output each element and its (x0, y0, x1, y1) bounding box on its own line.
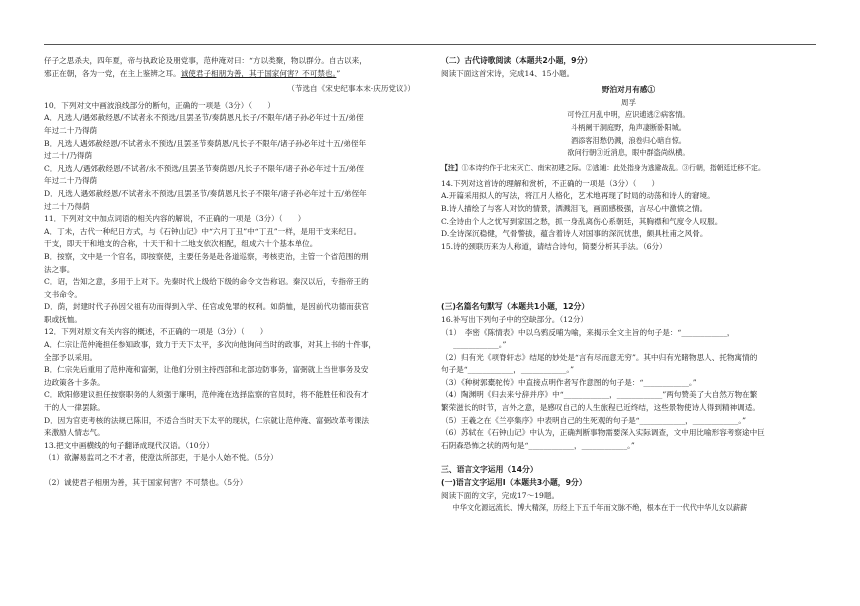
note-text: ①本诗约作于北宋灭亡、南宋初建之际。②逃逋：此处指身为逃避战乱。③行朝，指朝廷迁移不定。 (461, 163, 765, 172)
option-b: B．仁宗先后重用了范仲淹和富弼，让他们分别主持西部和北部边防事务，富弼就上当世事务及安 (44, 365, 369, 375)
q16-item-3: （3）《种树郭橐驼传》中直接点明作者写作意图的句子是：“____________。” (441, 377, 697, 387)
option-b-cont: 过二十/乃得荫 (44, 151, 93, 161)
q16-item-1: （1） 李密《陈情表》中以乌鸦反哺为喻，来揭示全文主旨的句子是：“____________， (441, 327, 735, 337)
option-d: D.全诗深沉稳健，气骨警拔，蕴含着诗人对国事的深沉忧患，颇具杜甫之风骨。 (441, 229, 708, 239)
option-d: D．因为官吏考核的法规已陈旧，不适合当时天下太平的现状，仁宗就让范仲淹、富弼改革考课法 (44, 415, 370, 425)
q16-item-1-cont: ____________。” (453, 340, 507, 350)
option-c: C．诏，告知之意，多用于上对下。先秦时代上级给下级的命令文告称诏。秦汉以后，专指帝王的 (44, 277, 369, 287)
option-c: C.全诗由个人之忧写到家国之愁，抓一身乱离伤心系朝廷，其胸襟和气度令人叹服。 (441, 216, 723, 226)
option-d-cont: 来激励人情志气。 (44, 428, 105, 438)
option-a-cont: 年过二十乃得荫 (44, 125, 98, 135)
q16-item-5: （5）王羲之在《兰亭集序》中表明自己的生死观的句子是“____________，____________。” (441, 415, 746, 425)
poem-title: 野泊对月有感① (601, 85, 656, 95)
question-16: 16.补写出下列句子中的空缺部分。（12分） (441, 314, 589, 324)
option-a: A.开篇采用拟人的写法，将江月人格化，艺术地再现了时局的动荡和诗人的窘境。 (441, 191, 715, 201)
q16-item-4: （4）陶渊明《归去来兮辞并序》中“____________，____________”两句赞美了大自然万物在繁 (441, 390, 758, 400)
option-a: A．丁未，古代一种纪日方式，与《石钟山记》中“六月丁丑”中“丁丑”一样，是用干支来纪日。 (44, 226, 362, 236)
question-11: 11．下列对文中加点词语的相关内容的解说，不正确的一项是（3分）（ ） (44, 214, 306, 224)
option-c-cont: 干的人一律罢除。 (44, 403, 105, 413)
option-a-cont: 干支，即天干和地支的合称，十天干和十二地支依次相配，组成六十个基本单位。 (44, 239, 318, 249)
section-gap (441, 452, 816, 464)
option-a-cont: 全部予以采用。 (44, 352, 98, 362)
option-b: B.诗人描绘了与客人对饮的情景，洒溅泪飞，画面感极强，言尽心中激愤之情。 (441, 203, 708, 213)
poem-line: 斗柄阑干洞庭野，角声凄断卧阳城。 (570, 122, 686, 132)
option-d: D．凡选人遇郊赦经恩/不试者永不预选/且罢圣节/奏荫恩凡长子不限年/诸子孙必年过十五/弟侄年 (44, 188, 367, 198)
option-c-cont: 文书命令。 (44, 289, 82, 299)
q16-item-6: （6）苏轼在《石钟山记》中认为，正确判断事物需要深入实际调查，文中用比喻形容考察途中巨 (441, 428, 765, 438)
answer-space (44, 465, 427, 477)
q16-item-4-cont: 繁荣滋长的时节，言外之意，是感叹自己的人生旅程已近终结，这些景物使诗人得到精神调适。 (441, 403, 760, 413)
question-13-part1: （1）欲澥易监司之不才者，使澄汰所部吏，于是小人始不悦。（5分） (44, 453, 278, 463)
option-a: A．凡选人/遇郊赦经恩/不试者永不预选/且罢圣节/奏荫恩凡长子/不限年/诸子孙必年过十五/弟侄 (44, 113, 364, 123)
q16-item-2: （2）归有光《项脊轩志》结尾的妙处是“言有尽而意无穷”。其中归有光睹物思人、托物寓情的 (441, 352, 758, 362)
section-intro: 阅读下面的文字，完成17～19题。 (441, 490, 560, 500)
section-heading-dictation: (三)名篇名句默写（本题共1小题，12分） (441, 302, 590, 312)
source-citation: （节选自《宋史纪事本末·庆历党议》） (287, 84, 415, 94)
intro-end: ” (336, 68, 341, 78)
top-rule (44, 44, 816, 45)
q16-item-6-cont: 石阴森恐怖之状的两句是“____________，____________。” (441, 440, 635, 450)
intro-line: 仔子之思杀夫，四年夏，帝与执政论及朋党事，范仲淹对曰：“方以类聚，物以群分。自古以来， (44, 56, 367, 65)
subsection-heading: (一)语言文字运用Ⅰ（本题共3小题，9分） (441, 478, 587, 488)
reading-passage: 中华文化源远流长、博大精深，历经上下五千年而文脉不绝，根本在于一代代中华儿女以薪薪 (452, 503, 748, 513)
question-13: 13.把文中画横线的句子翻译成现代汉语。（10分） (44, 440, 214, 450)
option-b: B．凡选人遇郊赦经恩/不试者永不预选/且罢圣节奏荫恩/凡长子不限年/诸子孙必年过十五/弟侄年 (44, 138, 367, 148)
section-intro: 阅读下面这首宋诗，完成14、15小题。 (441, 68, 575, 78)
intro-line (44, 68, 427, 81)
option-b-cont: 边政策各十多条。 (44, 377, 105, 387)
poem-line: 可怜江月乱中明，应识逋逃②病客情。 (567, 110, 690, 120)
question-15: 15.诗的颈联历来为人称道，请结合诗句，简要分析其手法。（6分） (441, 241, 667, 251)
option-d-cont: 过二十乃得荫 (44, 201, 90, 211)
question-14: 14.下列对这首诗的理解和赏析，不正确的一项是（3分）（ ） (441, 178, 660, 188)
option-c-cont: 年过二十乃得荫 (44, 176, 98, 186)
option-b: B．按察，文中是一个官名，即按察使，主要任务是赴各道巡察，考核吏治，主管一个省范围的刑 (44, 251, 369, 261)
poem-line: 欲问行朝③近消息，眼中群盗尚纵横。 (567, 148, 690, 158)
option-d: D．荫，封建时代子孙因父祖有功而得到入学、任官或免罪的权利。如荫恤，是因前代功德而获官 (44, 302, 370, 312)
intro-text: 邪正在朝，各为一党，在主上鉴辨之耳。 (44, 68, 181, 78)
poem-author: 周孚 (620, 97, 637, 107)
option-c: C．欧阳修建议担任按察职务的人须强于廉明，范仲淹在选择监察的官员时，将不能胜任和没有才 (44, 390, 369, 400)
option-d-cont: 职或抚恤。 (44, 314, 82, 324)
poem-note (441, 163, 816, 174)
option-c: C．凡选人/遇郊赦经恩/不试者/永不预选/且罢圣节奏荫恩/凡长子不限年/诸子孙必年过十五/弟侄 (44, 163, 364, 173)
q16-item-2-cont: 句子是“____________，____________。” (441, 365, 575, 375)
answer-space (441, 253, 816, 301)
section-heading-poetry: （二）古代诗歌阅读（本题共2小题，9分） (441, 56, 593, 65)
note-label: 【注】 (441, 163, 462, 172)
option-b-cont: 法之事。 (44, 264, 75, 274)
right-column (441, 55, 816, 515)
question-12: 12．下列对原文有关内容的概述，不正确的一项是（3分）（ ） (44, 327, 268, 337)
question-10: 10．下列对文中画波浪线部分的断句，正确的一项是（3分）（ ） (44, 100, 275, 110)
left-column (44, 55, 427, 490)
poem-line: 酒添客泪愁仍溅，浪卷归心暗自惊。 (570, 135, 686, 145)
section-heading-language: 三、语言文字运用（14分） (441, 465, 538, 475)
underlined-sentence: 诚使君子相朋为善，其于国家何害？不可禁也。 (180, 68, 337, 78)
option-a: A．仁宗让范仲淹担任参知政事，致力于天下太平，多次向他询问当时的政事，对其上书的十件事， (44, 340, 377, 350)
question-13-part2: （2）诚使君子相朋为善，其于国家何害？不可禁也。（5分） (44, 478, 248, 487)
